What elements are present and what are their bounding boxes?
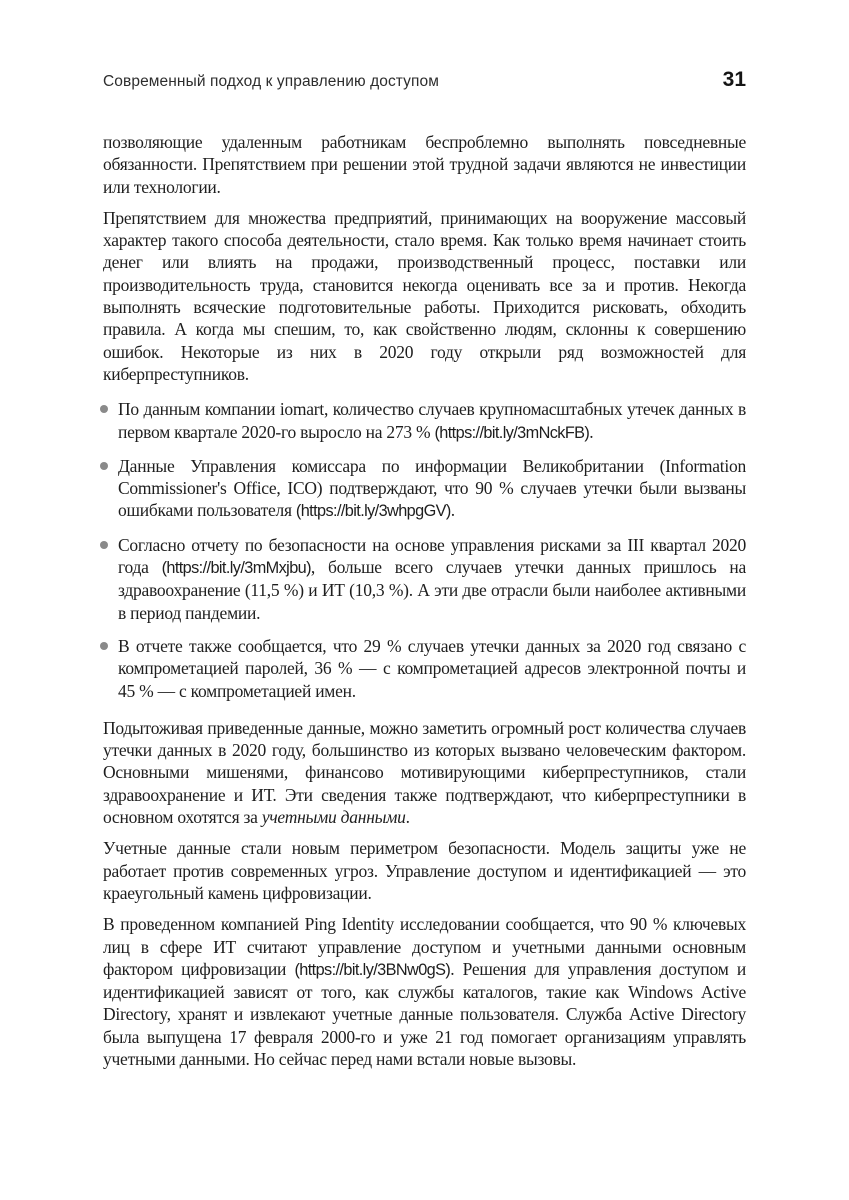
url-text: (https://bit.ly/3mMxjbu) [161,559,311,578]
paragraph [103,207,746,385]
url-text: (https://bit.ly/3mNckFB) [434,423,590,442]
text-run: , больше всего случаев утечки данных пришлось на здравоохранение (11,5 %) и ИТ (10,3 %). А эти две отрасли были наиболее активными в период пандемии. [118,557,746,623]
text-run: По данным компании iomart, количество случаев крупномасштабных утечек данных в первом квартале 2020-го выросло на 273 % [118,399,746,442]
bullet-item [103,455,746,523]
bullet-text [118,635,746,702]
url-text: (https://bit.ly/3BNw0gS) [294,960,451,979]
bullet-text [118,534,746,624]
paragraph [103,131,746,198]
bullet-dot-icon [100,642,108,650]
page-content [103,131,746,1079]
bullet-text [118,398,746,444]
running-head-title: Современный подход к управлению доступом [103,73,439,90]
bullet-dot-icon [100,462,108,470]
text-run: Данные Управления комиссара по информации Великобритании (Information Commissioner's Office, ICO) подтверждают, что 90 % случаев утечки были вызваны ошибками пользователя [118,455,746,521]
text-run: . [450,500,455,521]
emphasized-text: учетными данными [261,807,406,828]
bullet-dot-icon [100,405,108,413]
text-run: Подытоживая приведенные данные, можно заметить огромный рост количества случаев утечки данных в 2020 году, большинство из которых вызвано человеческим фактором. Основными мишенями, финансово мотивирующими киберпреступников, стали здравоохранение и ИТ. Эти сведения также подтверждают, что киберпреступники в основном охотятся за [103,717,746,828]
bullet-text [118,455,746,523]
bullet-item [103,534,746,624]
bullet-item [103,635,746,702]
paragraph [103,913,746,1070]
text-run: . [589,421,594,442]
text-run: позволяющие удаленным работникам беспроблемно выполнять повседневные обязанности. Препятствием при решении этой трудной задачи являются не инвестиции или технологии. [103,132,746,197]
page-header [103,68,746,92]
text-run: В проведенном компанией Ping Identity исследовании сообщается, что 90 % ключевых лиц в сфере ИТ считают управление доступом и учетными данными основным фактором цифровизации [103,914,746,979]
url-text: (https://bit.ly/3whpgGV) [295,502,451,521]
text-run: Препятствием для множества предприятий, принимающих на вооружение массовый характер такого способа деятельности, стало время. Как только время начинает стоить денег или влиять на продажи, производственный процесс, поставки или производительность труда, становится некогда оценивать все за и против. Некогда выполнять всяческие подготовительные работы. Приходится рисковать, обходить правила. А когда мы спешим, то, как свойственно людям, склонны к совершению ошибок. Некоторые из них в 2020 году открыли ряд возможностей для киберпреступников. [103,207,746,384]
text-run: В отчете также сообщается, что 29 % случаев утечки данных за 2020 год связано с компрометацией паролей, 36 % — с компрометацией адресов электронной почты и 45 % — с компрометацией имен. [118,635,746,701]
page-number: 31 [722,68,746,91]
text-run: Согласно отчету по безопасности на основе управления рисками за III квартал 2020 года [118,534,746,578]
text-run: Учетные данные стали новым периметром безопасности. Модель защиты уже не работает против современных угроз. Управление доступом и идентификацией — это краеугольный камень цифровизации. [103,838,746,903]
bullet-item [103,398,746,444]
bullet-dot-icon [100,541,108,549]
text-run: . Решения для управления доступом и идентификацией зависят от того, как службы каталогов, такие как Windows Active Directory, хранят и извлекают учетные данные пользователя. Служба Active Directory была выпущена 17 февраля 2000-го и уже 21 год помогает организациям управлять учетными данными. Но сейчас перед нами встали новые вызовы. [103,958,746,1069]
paragraph [103,837,746,904]
text-run: . [405,807,410,828]
paragraph [103,717,746,828]
